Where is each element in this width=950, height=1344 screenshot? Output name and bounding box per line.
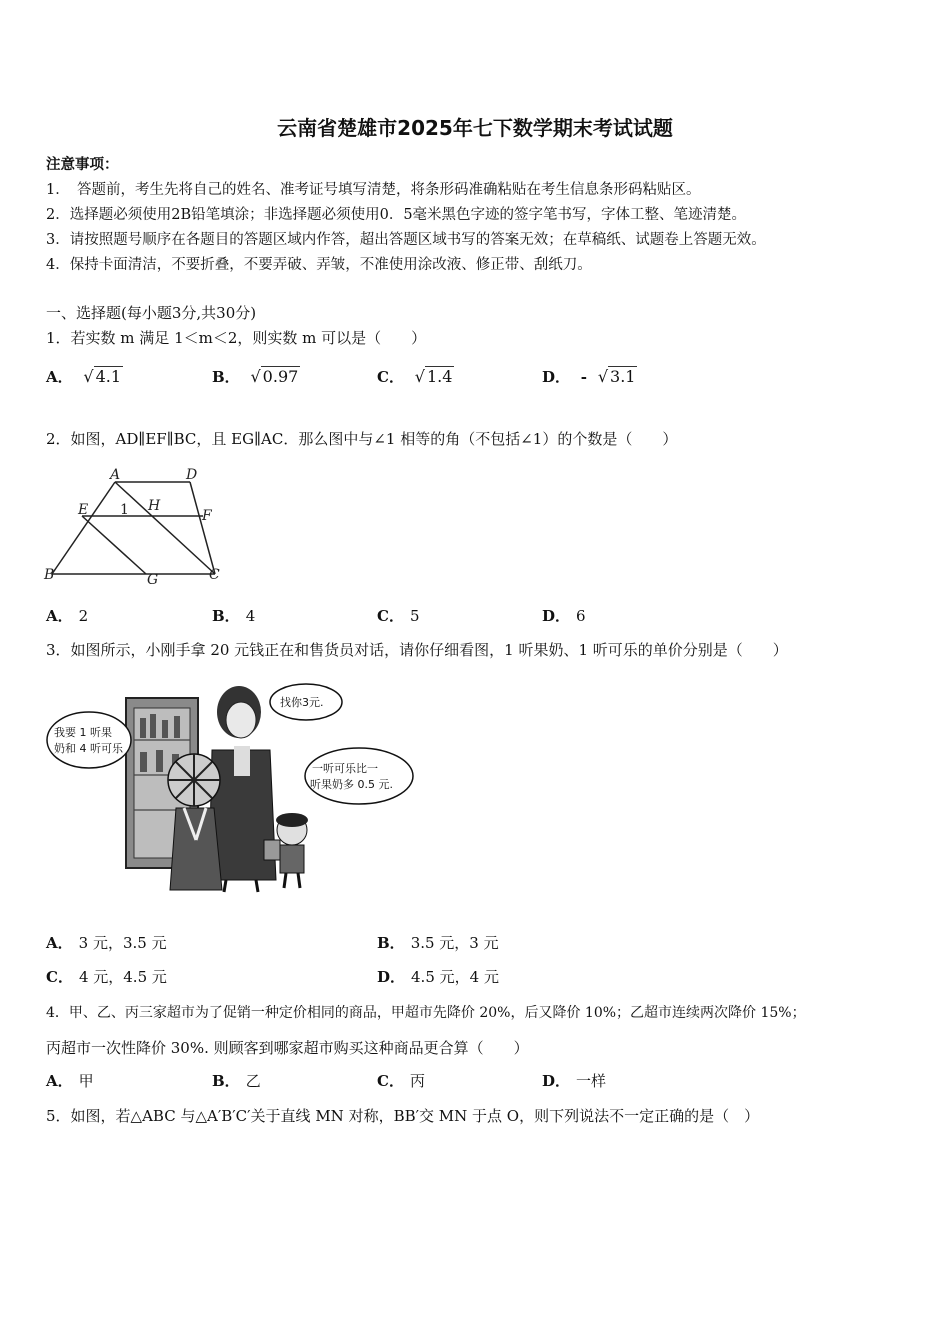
q1-option-a-label: A． (46, 368, 73, 386)
q3-stem: 3．如图所示，小刚手拿 20 元钱正在和售货员对话，请你仔细看图，1 听果奶、1 听可乐的单价分别是（ ） (46, 641, 788, 659)
q1-option-c[interactable] (377, 366, 454, 387)
q4-option-a[interactable]: A． 甲 (46, 1072, 94, 1090)
bubble-right-line1: 一听可乐比一 (312, 762, 378, 775)
sqrt-symbol: √ 3.1 (597, 367, 636, 386)
sqrt-symbol: √ 0.97 (250, 367, 299, 386)
q4-option-c[interactable]: C． 丙 (377, 1072, 425, 1090)
sqrt-symbol: √ 4.1 (83, 367, 122, 386)
q2-stem: 2．如图，AD∥EF∥BC，且 EG∥AC．那么图中与∠1 相等的角（不包括∠1）的个数是（ ） (46, 430, 678, 448)
label-B: B (44, 567, 55, 583)
label-1: 1 (120, 502, 129, 518)
notice-item-1: 1． 答题前，考生先将自己的姓名、准考证号填写清楚，将条形码准确粘贴在考生信息条形码粘贴区。 (46, 182, 701, 198)
bubble-left-line2: 奶和 4 听可乐 (54, 742, 123, 755)
label-H: H (148, 498, 161, 514)
bubble-right-line2: 听果奶多 0.5 元. (310, 778, 393, 791)
bubble-left-line1: 我要 1 听果 (54, 726, 112, 739)
q3-option-c[interactable]: C． 4 元，4.5 元 (46, 968, 167, 986)
q1-option-b[interactable] (212, 366, 300, 387)
q2-option-d[interactable]: D． 6 (542, 607, 586, 625)
q1-stem: 1．若实数 m 满足 1＜m＜2，则实数 m 可以是（ ） (46, 329, 427, 347)
q1-option-b-label: B． (212, 368, 240, 386)
sqrt-symbol: √ 1.4 (414, 367, 453, 386)
q1-option-c-label: C． (377, 368, 404, 386)
section-heading: 一、选择题(每小题3分,共30分) (46, 304, 257, 322)
notice-item-4: 4．保持卡面清洁，不要折叠，不要弄破、弄皱，不准使用涂改液、修正带、刮纸刀。 (46, 257, 592, 273)
label-E: E (78, 502, 89, 518)
notice-heading: 注意事项： (46, 156, 119, 173)
q4-stem-line2: 丙超市一次性降价 30%. 则顾客到哪家超市购买这种商品更合算（ ） (46, 1039, 529, 1057)
q1-option-a[interactable] (46, 366, 123, 387)
q4-option-d[interactable]: D． 一样 (542, 1072, 607, 1090)
q3-option-d[interactable]: D． 4.5 元，4 元 (377, 968, 499, 986)
q2-option-c[interactable]: C． 5 (377, 607, 420, 625)
q1-option-d-label: D． (542, 368, 571, 386)
q2-option-a[interactable]: A． 2 (46, 607, 89, 625)
notice-item-3: 3．请按照题号顺序在各题目的答题区域内作答，超出答题区域书写的答案无效；在草稿纸、试题卷上答题无效。 (46, 232, 766, 248)
label-F: F (202, 508, 212, 524)
q5-stem: 5．如图，若△ABC 与△A′B′C′关于直线 MN 对称，BB′交 MN 于点 O，则下列说法不一定正确的是（ ） (46, 1107, 760, 1125)
q3-option-b[interactable]: B． 3.5 元，3 元 (377, 934, 499, 952)
q2-option-b[interactable]: B． 4 (212, 607, 256, 625)
q1-option-d[interactable] (542, 366, 637, 387)
q4-option-b[interactable]: B． 乙 (212, 1072, 261, 1090)
q4-stem-line1: 4．甲、乙、丙三家超市为了促销一种定价相同的商品，甲超市先降价 20%，后又降价 10%；乙超市连续两次降价 15%； (46, 1005, 806, 1021)
label-C: C (209, 567, 220, 583)
q2-geometry-figure (40, 462, 240, 592)
q1-option-d-sign: - (580, 368, 588, 386)
label-G: G (147, 572, 159, 588)
label-D: D (186, 467, 198, 483)
label-A: A (110, 467, 121, 483)
notice-item-2: 2．选择题必须使用2B铅笔填涂；非选择题必须使用0．5毫米黑色字迹的签字笔书写，字体工整、笔迹清楚。 (46, 207, 747, 223)
q3-option-a[interactable]: A． 3 元，3.5 元 (46, 934, 167, 952)
q3-shop-cartoon (44, 680, 414, 905)
page-title: 云南省楚雄市2025年七下数学期末考试试题 (277, 116, 673, 140)
bubble-top: 找你3元. (280, 696, 324, 709)
